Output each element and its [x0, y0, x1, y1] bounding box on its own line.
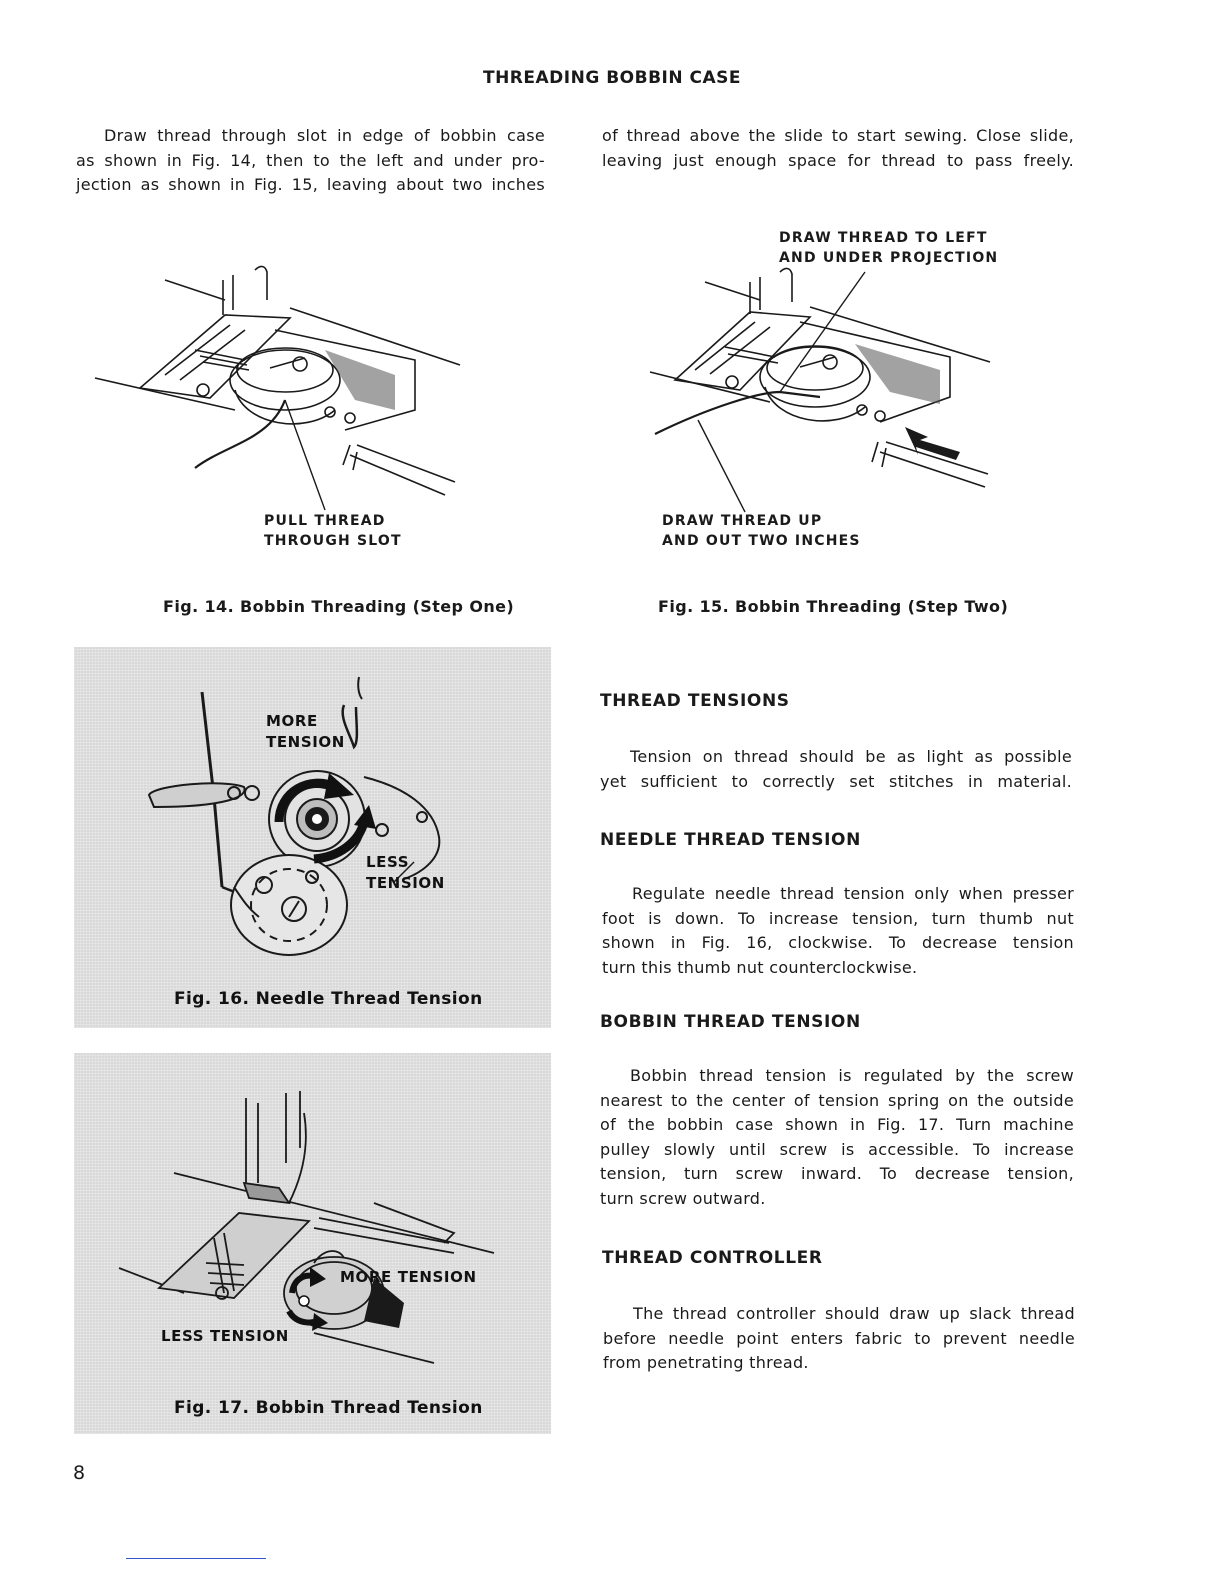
- fig16-more-line-1: MORE: [266, 712, 318, 730]
- fig15-illustration: [650, 262, 990, 512]
- fig14-callout-line-2: THROUGH SLOT: [264, 533, 402, 549]
- footer-rule: [126, 1558, 266, 1559]
- thread-controller-line-2: before needle point enters fabric to prevent needle: [603, 1328, 1075, 1348]
- fig15-caption: Fig. 15. Bobbin Threading (Step Two): [658, 597, 1009, 616]
- fig15-callout-bottom: [662, 511, 861, 551]
- heading-thread-controller: THREAD CONTROLLER: [602, 1248, 823, 1268]
- bobbin-tension-line-3: of the bobbin case shown in Fig. 17. Turn machine: [600, 1115, 1074, 1134]
- fig14-illustration: [95, 260, 465, 520]
- thread-tensions-line-1: Tension on thread should be as light as possible: [630, 747, 1072, 766]
- fig16-more-tension-label: [266, 711, 345, 753]
- paragraph-thread-tensions: [600, 745, 1072, 794]
- heading-bobbin-thread-tension: BOBBIN THREAD TENSION: [600, 1012, 861, 1032]
- bobbin-tension-line-5: tension, turn screw inward. To decrease tension,: [600, 1164, 1074, 1183]
- intro-line-2: as shown in Fig. 14, then to the left and under pro-: [76, 150, 545, 170]
- needle-tension-line-3: shown in Fig. 16, clockwise. To decrease tension: [602, 933, 1074, 952]
- needle-tension-line-1: Regulate needle thread tension only when presser: [632, 884, 1074, 903]
- intro-paragraph-left: [76, 124, 545, 198]
- fig17-more-tension-label: MORE TENSION: [340, 1268, 477, 1286]
- fig16-less-line-2: TENSION: [366, 874, 445, 892]
- fig14-caption: Fig. 14. Bobbin Threading (Step One): [163, 597, 515, 616]
- thread-controller-line-1: The thread controller should draw up slack thread: [633, 1304, 1075, 1323]
- thread-controller-line-3: from penetrating thread.: [603, 1353, 809, 1372]
- page-title: THREADING BOBBIN CASE: [482, 68, 741, 88]
- fig15-callout-top-line-1: DRAW THREAD TO LEFT: [779, 230, 988, 246]
- bobbin-tension-line-1: Bobbin thread tension is regulated by the screw: [630, 1066, 1074, 1085]
- fig16-illustration: [74, 647, 551, 1028]
- paragraph-needle-thread-tension: [602, 882, 1074, 980]
- fig16-more-line-2: TENSION: [266, 733, 345, 751]
- fig16-less-line-1: LESS: [366, 853, 410, 871]
- fig17-illustration: [74, 1053, 551, 1434]
- needle-tension-line-4: turn this thumb nut counterclockwise.: [602, 957, 918, 977]
- intro-line-3: jection as shown in Fig. 15, leaving about two inches: [76, 175, 545, 194]
- fig15-callout-bottom-line-1: DRAW THREAD UP: [662, 513, 823, 529]
- fig17-caption: Fig. 17. Bobbin Thread Tension: [174, 1398, 483, 1418]
- page-number: 8: [73, 1462, 86, 1484]
- fig17-less-tension-label: LESS TENSION: [161, 1327, 289, 1345]
- intro-line-5: leaving just enough space for thread to pass freely.: [602, 150, 1074, 170]
- fig15-arrow-icon: [905, 427, 960, 460]
- intro-line-4: of thread above the slide to start sewing. Close slide,: [602, 126, 1074, 145]
- fig16-less-tension-label: [366, 852, 445, 894]
- paragraph-thread-controller: [603, 1302, 1075, 1376]
- intro-line-1: Draw thread through slot in edge of bobbin case: [104, 126, 545, 145]
- bobbin-tension-line-4: pulley slowly until screw is accessible. To increase: [600, 1139, 1074, 1159]
- fig15-callout-top-line-2: AND UNDER PROJECTION: [779, 250, 999, 266]
- paragraph-bobbin-thread-tension: [600, 1064, 1074, 1211]
- heading-needle-thread-tension: NEEDLE THREAD TENSION: [600, 830, 861, 850]
- thread-tensions-line-2: yet sufficient to correctly set stitches in material.: [600, 771, 1072, 791]
- bobbin-tension-line-6: turn screw outward.: [600, 1188, 766, 1208]
- bobbin-tension-line-2: nearest to the center of tension spring on the outside: [600, 1090, 1074, 1110]
- fig16-photo: [74, 647, 551, 1028]
- needle-tension-line-2: foot is down. To increase tension, turn thumb nut: [602, 908, 1074, 928]
- fig15-callout-bottom-line-2: AND OUT TWO INCHES: [662, 533, 861, 549]
- fig14-callout: [264, 511, 402, 551]
- intro-paragraph-right: [602, 124, 1074, 173]
- fig16-caption: Fig. 16. Needle Thread Tension: [174, 989, 483, 1009]
- fig14-callout-line-1: PULL THREAD: [264, 513, 386, 529]
- fig17-photo: [74, 1053, 551, 1434]
- heading-thread-tensions: THREAD TENSIONS: [600, 691, 790, 711]
